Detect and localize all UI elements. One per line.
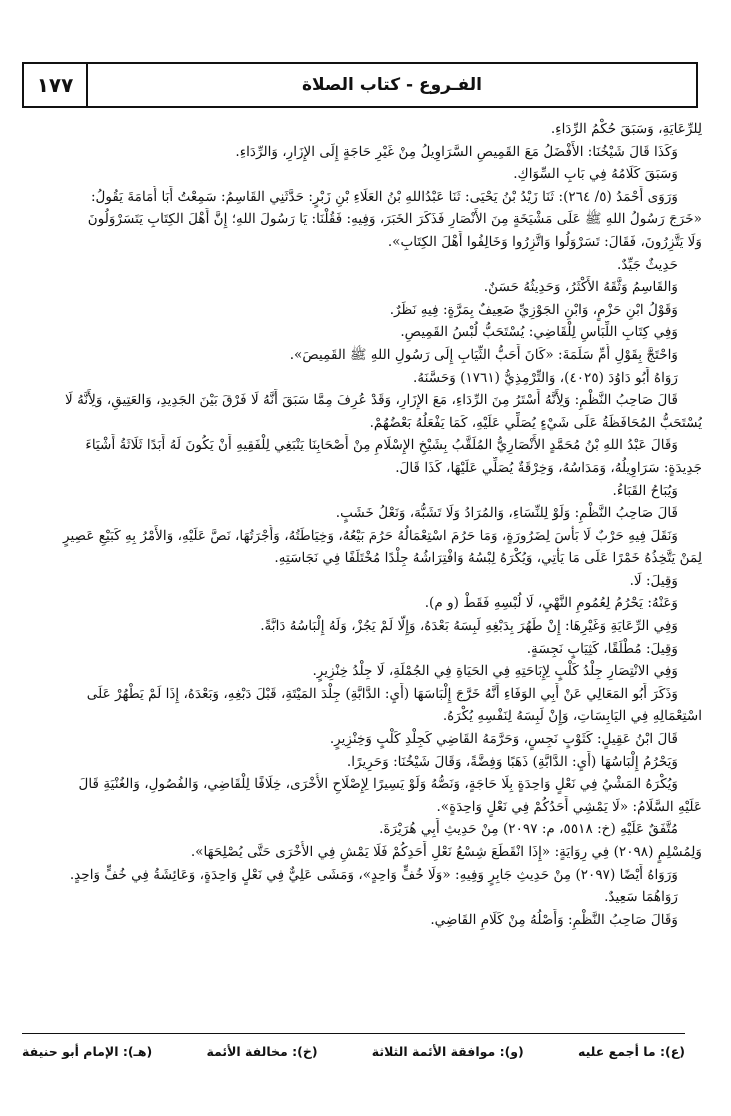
text-line: وَيَحْرُمُ إِلْبَاسُهَا (أَيِ: الدَّابَّةِ) ذَهَبًا وَفِضَّةً، وَقَالَ شَيْخُنَا: وَحَرِيرًا. [346,753,678,770]
text-line: وَلَا يَتَّزِرُونَ، فَقَالَ: تَسَرْوَلُوا وَاتَّزِرُوا وَخَالِفُوا أَهْلَ الكِتَابِ». [387,233,702,250]
text-line: وَقِيلَ: مُطْلَقًا، كَثِيَابٍ نَجِسَةٍ. [526,640,678,657]
text-line: وَفِي الانْتِصَارِ جِلْدُ كَلْبٍ لِإِبَاحَتِهِ فِي الحَيَاةِ فِي الجُمْلَةِ، لَا جِلْدُ خِنْزِيرٍ. [312,663,678,680]
text-line: يُسْتَحَبُّ المُحَافَظَةُ عَلَى شَيْءٍ يُصَلِّي عَلَيْهِ، كَمَا يَفْعَلُهُ بَعْضُهُمْ. [369,414,702,431]
text-line: جَدِيدَةٍ: سَرَاوِيلُهُ، وَمَدَاسُهُ، وَخِرْقَةٌ يُصَلِّي عَلَيْهَا، كَذَا قَالَ. [395,459,702,476]
text-line: قَالَ صَاحِبُ النَّظْمِ: وَلِأَنَّهُ أَسْتَرُ مِنَ الرِّدَاءِ، مَعَ الإِزَارِ، وَقَدْ عُرِفَ مِمَّا سَبَقَ أَنَّهُ لَا فَرْقَ بَيْنَ الجَدِيدِ، وَالعَتِيقِ، وَلِأَنَّهُ لَا [65,392,678,409]
text-line: وَالقَاسِمُ وَثَّقَهُ الأَكْثَرُ، وَحَدِيثُهُ حَسَنٌ. [483,279,678,296]
text-line: قَالَ صَاحِبُ النَّظْمِ: وَلَوْ لِلنِّسَاءِ، وَالمُرَادُ وَلَا تَشَبُّهَ، وَنَعْلُ خَشَبٍ. [335,505,678,522]
text-line: وَيُكْرَهُ المَشْيُ فِي نَعْلٍ وَاحِدَةٍ بِلَا حَاجَةٍ، وَنَصُّهُ وَلَوْ يَسِيرًا لِإِصْلَاحِ الأُخْرَى، خِلَافًا لِلْقَاضِي، وَالفُصُولِ، وَالغُنْيَةِ قَالَ [78,776,678,793]
text-line: وَلِمُسْلِمٍ (٢٠٩٨) فِي رِوَايَةٍ: «إِذَا انْقَطَعَ شِسْعُ نَعْلِ أَحَدِكُمْ فَلَا يَمْشِ فِي الأُخْرَى حَتَّى يُصْلِحَهَا». [190,844,702,860]
footer-legend [22,1038,685,1064]
text-line: وَفِي كِتَابِ اللِّبَاسِ لِلْقَاضِي: يُسْتَحَبُّ لُبْسُ القَمِيصِ. [400,324,678,341]
text-line: رَوَاهُمَا سَعِيدٌ. [604,889,678,906]
text-line: وَقَالَ عَبْدُ اللهِ بْنُ مُحَمَّدٍ الأَنْصَارِيُّ المُلَقَّبُ بِشَيْخِ الإِسْلَامِ مِنْ أَصْحَابِنَا يَنْبَغِي لِلْفَقِيهِ أَنْ يَكُونَ لَهُ أَبَدًا ثَلَاثَةُ أَشْيَاءَ [85,437,678,454]
text-line: وَيُبَاحُ القَبَاءُ. [612,482,678,499]
text-line: رَوَاهُ أَبُو دَاوُدَ (٤٠٢٥)، وَالتِّرْمِذِيُّ (١٧٦١) وَحَسَّنَهُ. [413,369,678,386]
text-line: وَنَقَلَ فِيهِ حَرْبٌ لَا بَأْسَ لِضَرُورَةٍ، وَمَا حَرُمَ اسْتِعْمَالُهُ حَرُمَ بَيْعُهُ، وَخِيَاطَتُهُ، وَأُجْرَتُهَا، نَصَّ عَلَيْهِ، وَالأَمْرُ بِهِ كَبَيْعِ عَصِيرٍ [62,527,678,544]
page-number: ١٧٧ [24,64,88,106]
footer-symbol-abu-hanifa: (هـ): الإمام أبو حنيفة [22,1043,153,1059]
text-line: وَقِيلَ: لَا. [629,572,678,589]
text-line: وَقَوْلُ ابْنِ حَزْمٍ، وَابْنِ الجَوْزِيِّ ضَعِيفٌ بِمَرَّةٍ: فِيهِ نَظَرٌ. [389,301,678,318]
body-text [22,118,702,1028]
footer-divider [22,1033,685,1034]
text-line: «خَرَجَ رَسُولُ اللهِ ﷺ عَلَى مَشْيَخَةٍ مِنَ الأَنْصَارِ فَذَكَرَ الخَبَرَ، وَفِيهِ: فَقُلْنَا: يَا رَسُولَ اللهِ؛ إِنَّ أَهْلَ الكِتَابِ يَتَسَرْوَلُونَ [87,211,702,228]
text-line: وَاحْتَجَّ بِقَوْلِ أُمِّ سَلَمَةَ: «كَانَ أَحَبُّ الثِّيَابِ إِلَى رَسُولِ اللهِ ﷺ القَمِيصَ». [289,346,678,363]
text-line: وَذَكَرَ أَبُو المَعَالِي عَنْ أَبِي الوَفَاءِ أَنَّهُ خَرَّجَ إِلْبَاسَهَا (أَيِ: الدَّابَّةِ) جِلْدَ المَيْتَةِ، قَبْلَ دَبْغِهِ، وَبَعْدَهُ، إِذَا لَمْ يَطْهُرْ عَلَى [86,685,678,702]
text-line: وَكَذَا قَالَ شَيْخُنَا: الأَفْضَلُ مَعَ القَمِيصِ السَّرَاوِيلُ مِنْ غَيْرِ حَاجَةٍ إِلَى الإِزَارِ، وَالرِّدَاءِ. [235,143,678,160]
text-line: اسْتِعْمَالِهِ فِي اليَابِسَاتِ، وَإِنْ لَبِسَهُ لِنَفْسِهِ يُكْرَهُ. [442,708,702,725]
text-line: مُتَّفَقٌ عَلَيْهِ (خ: ٥٥١٨، م: ٢٠٩٧) مِنْ حَدِيثِ أَبِي هُرَيْرَةَ. [379,821,678,838]
footer-symbol-consensus: (ع): ما أجمع عليه [578,1043,685,1059]
text-line: وَسَبَقَ كَلَامُهُ فِي بَابِ السِّوَاكِ. [513,166,678,183]
text-line: قَالَ ابْنُ عَقِيلٍ: كَثَوْبٍ نَجِسٍ، وَحَرَّمَهُ القَاضِي كَجِلْدِ كَلْبٍ وَخِنْزِيرٍ. [329,731,678,748]
text-line: وَعَنْهُ: يَحْرُمُ لِعُمُومِ النَّهْيِ، لَا لُبْسِهِ فَقَطْ (و م). [424,595,678,612]
text-line: وَرَوَى أَحْمَدُ (٥/ ٢٦٤): ثَنَا زَيْدُ بْنُ يَحْيَى: ثَنَا عَبْدُاللهِ بْنُ العَلَاءِ بْنِ زَبْرٍ: حَدَّثَنِي القَاسِمُ: سَمِعْتُ أَبَا أُمَامَةَ يَقُولُ: [90,188,678,205]
text-line: حَدِيثٌ جَيِّدٌ. [617,256,678,273]
text-line: وَقَالَ صَاحِبُ النَّظْمِ: وَأَصْلُهُ مِنْ كَلَامِ القَاضِي. [430,911,678,928]
text-line: لِمَنْ يَتَّخِذُهُ خَمْرًا عَلَى مَا يَأْتِي، وَيُكْرَهُ لِبْسُهُ وَافْتِرَاشُهُ جِلْدًا مُخْتَلَفًا فِي نَجَاسَتِهِ. [274,550,702,567]
running-title: الفـروع - كتاب الصلاة [301,75,483,95]
text-line: عَلَيْهِ السَّلَامُ: «لَا يَمْشِي أَحَدُكُمْ فِي نَعْلٍ وَاحِدَةٍ». [436,798,702,815]
text-line: لِلرِّعَايَةِ، وَسَبَقَ حُكْمُ الرِّدَاءِ. [550,121,702,137]
page-header [22,62,698,108]
text-line: وَفِي الرِّعَايَةِ وَغَيْرِهَا: إِنْ طَهُرَ بِدَبْغِهِ لَبِسَهُ بَعْدَهُ، وَإِلَّا لَمْ يَجُزْ، وَلَهُ إِلْبَاسُهُ دَابَّةً. [260,618,678,635]
footer-symbol-agreement: (و): موافقة الأئمة الثلاثة [371,1043,524,1059]
text-line: وَرَوَاهُ أَيْضًا (٢٠٩٧) مِنْ حَدِيثِ جَابِرٍ وَفِيهِ: «وَلَا خُفٍّ وَاحِدٍ»، وَمَشَى عَلِيٌّ فِي نَعْلٍ وَاحِدَةٍ، وَعَائِشَةُ فِي خُفٍّ وَاحِدٍ. [69,866,678,883]
footer-symbol-dissent: (خ): مخالفة الأئمة [206,1043,318,1059]
